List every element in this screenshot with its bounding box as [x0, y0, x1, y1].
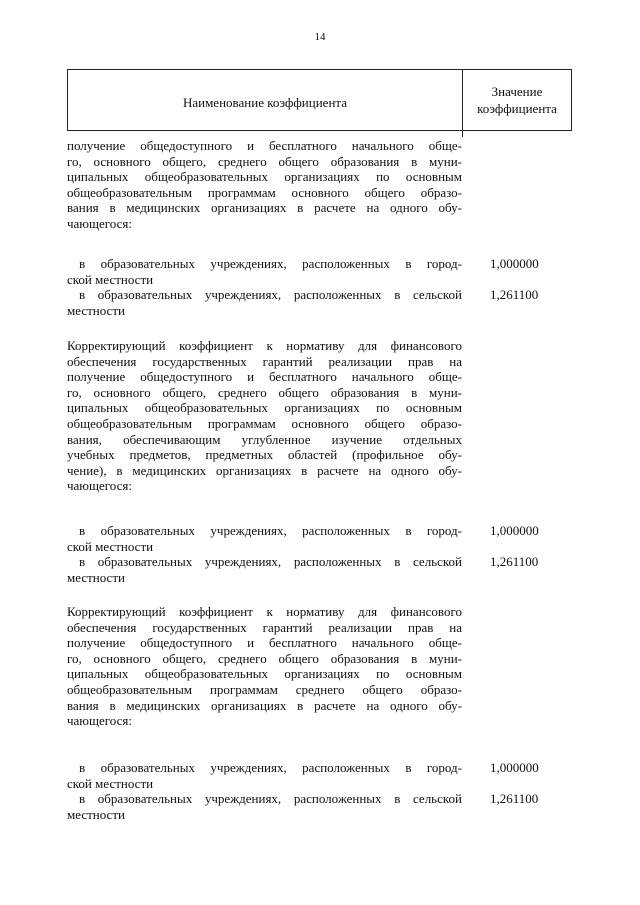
description-line: общеобразовательным программам основного общего образо- — [67, 415, 462, 431]
row-label-line: в образовательных учреждениях, расположенных в город- — [79, 760, 462, 775]
description-line: обеспечения государственных гарантий реализации прав на — [67, 619, 462, 635]
row-label — [67, 523, 462, 554]
row-label-line: ской местности — [67, 538, 154, 554]
coefficient-description — [67, 604, 462, 729]
row-label — [67, 791, 462, 822]
row-label — [67, 554, 462, 585]
row-label-line: местности — [67, 569, 125, 585]
coefficient-value: 1,000000 — [490, 256, 539, 271]
row-label-line: в образовательных учреждениях, расположенных в сельской — [79, 287, 462, 302]
description-line: го, основного общего, среднего общего образования в муни- — [67, 650, 462, 666]
coefficient-value: 1,000000 — [490, 760, 539, 775]
description-line: получение общедоступного и бесплатного начального обще- — [67, 369, 462, 385]
row-label — [67, 256, 462, 287]
description-line: чение), в медицинских организациях в расчете на одного обу- — [67, 462, 462, 478]
coefficient-value: 1,000000 — [490, 523, 539, 538]
description-line: ципальных общеобразовательных организациях по основным — [67, 400, 462, 416]
row-label — [67, 760, 462, 791]
description-line: ципальных общеобразовательных организациях по основным — [67, 169, 462, 185]
row-label-line: местности — [67, 806, 125, 822]
row-label-line: ской местности — [67, 271, 154, 287]
column-divider — [462, 131, 463, 137]
description-line: Корректирующий коэффициент к нормативу для финансового — [67, 604, 462, 619]
coefficient-description — [67, 338, 462, 494]
coefficient-value: 1,261100 — [490, 554, 539, 569]
description-line: получение общедоступного и бесплатного начального обще- — [67, 138, 462, 153]
row-label-line: местности — [67, 302, 125, 318]
page-number: 14 — [314, 31, 326, 43]
description-line: чающегося: — [67, 713, 132, 729]
coefficient-description — [67, 138, 462, 232]
row-label — [67, 287, 462, 318]
header-name-column: Наименование коэффициента — [68, 70, 463, 130]
header-value-column: Значение коэффициента — [477, 84, 557, 116]
description-line: вания в медицинских организациях в расчете на одного обу- — [67, 200, 462, 216]
table-header — [67, 69, 572, 131]
description-line: получение общедоступного и бесплатного начального обще- — [67, 635, 462, 651]
description-line: чающегося: — [67, 215, 132, 231]
coefficient-value: 1,261100 — [490, 791, 539, 806]
row-label-line: ской местности — [67, 775, 154, 791]
description-line: го, основного общего, среднего общего образования в муни- — [67, 384, 462, 400]
description-line: чающегося: — [67, 478, 132, 494]
description-line: вания в медицинских организациях в расчете на одного обу- — [67, 697, 462, 713]
description-line: общеобразовательным программам основного общего образо- — [67, 184, 462, 200]
description-line: Корректирующий коэффициент к нормативу для финансового — [67, 338, 462, 353]
description-line: обеспечения государственных гарантий реализации прав на — [67, 353, 462, 369]
row-label-line: в образовательных учреждениях, расположенных в сельской — [79, 791, 462, 806]
description-line: ципальных общеобразовательных организациях по основным — [67, 666, 462, 682]
row-label-line: в образовательных учреждениях, расположенных в город- — [79, 523, 462, 538]
row-label-line: в образовательных учреждениях, расположенных в сельской — [79, 554, 462, 569]
coefficient-table — [67, 69, 572, 822]
description-line: го, основного общего, среднего общего образования в муни- — [67, 153, 462, 169]
row-label-line: в образовательных учреждениях, расположенных в город- — [79, 256, 462, 271]
coefficient-value: 1,261100 — [490, 287, 539, 302]
description-line: общеобразовательным программам среднего общего образо- — [67, 681, 462, 697]
description-line: вания, обеспечивающим углубленное изучение отдельных — [67, 431, 462, 447]
description-line: учебных предметов, предметных областей (профильное обу- — [67, 447, 462, 463]
